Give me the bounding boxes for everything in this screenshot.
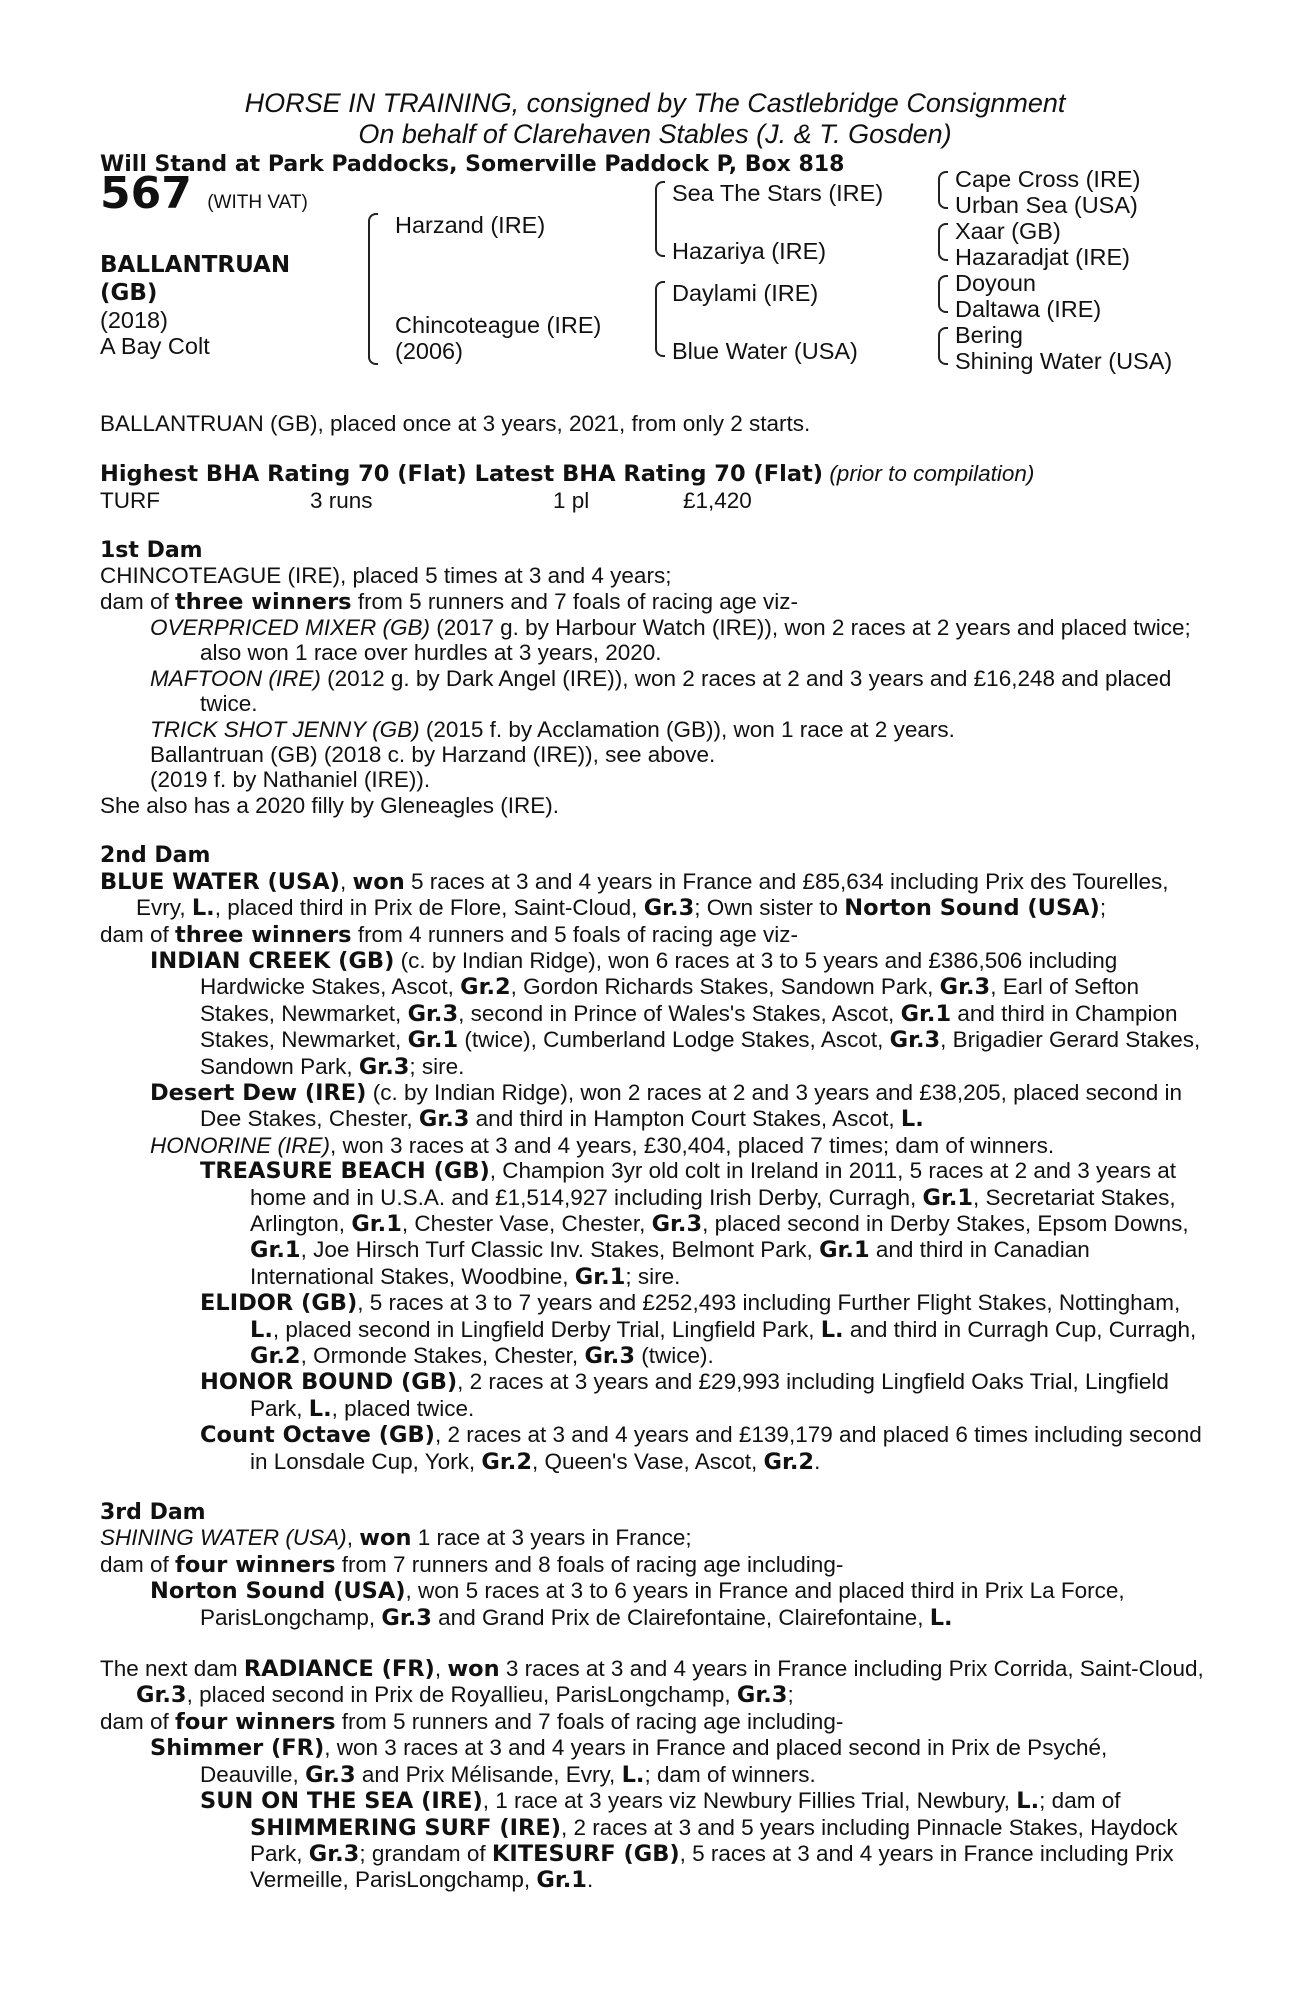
first-dam-record: CHINCOTEAGUE (IRE), placed 5 times at 3 and 4 years; [100, 563, 672, 589]
consignor-line: HORSE IN TRAINING, consigned by The Castlebridge Consignment [244, 88, 1066, 118]
produce-entry: TRICK SHOT JENNY (GB) (2015 f. by Acclamation (GB)), won 1 race at 2 years. [150, 716, 955, 742]
dam-sire: Daylami (IRE) [672, 280, 819, 306]
gen3-2: Urban Sea (USA) [955, 192, 1138, 218]
horse-name: BALLANTRUAN [100, 252, 291, 278]
dam-year: (2006) [395, 338, 463, 364]
produce-entry: Norton Sound (USA), won 5 races at 3 to 6 years in France and placed third in Prix La Force, ParisLongchamp, Gr.3 and Grand Prix de Clairefontaine, Clairefontaine, L. [150, 1578, 1125, 1631]
catalogue-page [100, 88, 1210, 1894]
brace-gen1 [368, 213, 378, 365]
horse-country: (GB) [100, 280, 158, 306]
bha-rating: Highest BHA Rating 70 (Flat) Latest BHA Rating 70 (Flat) (prior to compilation) [100, 461, 1035, 488]
produce-entry: HONORINE (IRE), won 3 races at 3 and 4 years, £30,404, placed 7 times; dam of winners. [150, 1132, 1055, 1158]
next-dam-produce: dam of four winners from 5 runners and 7 foals of racing age including- [100, 1708, 844, 1735]
second-dam-record: BLUE WATER (USA), won 5 races at 3 and 4 years in France and £85,634 including Prix des Tourelles, Evry, L., placed third in Prix de Flore, Saint-Cloud, Gr.3; Own sister to Norton Sound (USA); [100, 868, 1169, 922]
produce-entry: Ballantruan (GB) (2018 c. by Harzand (IRE)), see above. [150, 742, 716, 768]
grandproduce-entry: ELIDOR (GB), 5 races at 3 to 7 years and £252,493 including Further Flight Stakes, Nottingham, L., placed second in Lingfield Derby Trial, Lingfield Park, L. and third in Curragh Cup, Curragh, Gr.2, Ormonde Stakes, Chester, Gr.3 (twice). [200, 1290, 1197, 1369]
produce-entry: (2019 f. by Nathaniel (IRE)). [150, 767, 431, 793]
gen3-7: Bering [955, 322, 1023, 348]
grandproduce-entry: SUN ON THE SEA (IRE), 1 race at 3 years viz Newbury Fillies Trial, Newbury, L.; dam of SHIMMERING SURF (IRE), 2 races at 3 and 5 years including Pinnacle Stakes, Haydock Park, Gr.3; grandam of KITESURF (GB), 5 races at 3 and 4 years in France including Prix Vermeille, ParisLongchamp, Gr.1. [200, 1788, 1178, 1894]
brace-ss [938, 171, 948, 209]
sire: Harzand (IRE) [395, 212, 546, 238]
dam-dam: Blue Water (USA) [672, 338, 858, 364]
stand-location: Will Stand at Park Paddocks, Somerville Paddock P, Box 818 [100, 152, 845, 177]
produce-entry: Shimmer (FR), won 3 races at 3 and 4 years in France and placed second in Prix de Psyché, Deauville, Gr.3 and Prix Mélisande, Evry, L.; dam of winners. [150, 1735, 1108, 1788]
gen3-6: Daltawa (IRE) [955, 296, 1102, 322]
first-dam-heading: 1st Dam [100, 537, 203, 563]
produce-entry: INDIAN CREEK (GB) (c. by Indian Ridge), won 6 races at 3 to 5 years and £386,506 including Hardwicke Stakes, Ascot, Gr.2, Gordon Richards Stakes, Sandown Park, Gr.3, Earl of Sefton Stakes, Newmarket, Gr.3, second in Prince of Wales's Stakes, Ascot, Gr.1 and third in Champion Stakes, Newmarket, Gr.1 (twice), Cumberland Lodge Stakes, Ascot, Gr.3, Brigadier Gerard Stakes, Sandown Park, Gr.3; sire. [150, 947, 1201, 1080]
grandproduce-entry: HONOR BOUND (GB), 2 races at 3 years and £29,993 including Lingfield Oaks Trial, Lingfield Park, L., placed twice. [200, 1369, 1169, 1422]
brace-sire [655, 181, 665, 257]
lot-number: 567 (WITH VAT) [100, 168, 308, 219]
produce-entry: OVERPRICED MIXER (GB) (2017 g. by Harbour Watch (IRE)), won 2 races at 2 years and placed twice; also won 1 race over hurdles at 3 years, 2020. [150, 615, 1191, 666]
third-dam-record: SHINING WATER (USA), won 1 race at 3 years in France; [100, 1525, 692, 1552]
third-dam-produce: dam of four winners from 7 runners and 8 foals of racing age including- [100, 1551, 844, 1578]
horse-description: A Bay Colt [100, 333, 210, 359]
brace-sd [938, 223, 948, 261]
race-record: TURF 3 runs 1 pl £1,420 [100, 487, 752, 513]
gen3-3: Xaar (GB) [955, 218, 1061, 244]
brace-dam [655, 281, 665, 357]
horse-year: (2018) [100, 307, 168, 333]
first-dam-produce: dam of three winners from 5 runners and 7 foals of racing age viz- [100, 588, 799, 615]
third-dam-heading: 3rd Dam [100, 1500, 206, 1526]
brace-dd [938, 327, 948, 365]
racing-summary: BALLANTRUAN (GB), placed once at 3 years, 2021, from only 2 starts. [100, 411, 811, 436]
grandproduce-entry: TREASURE BEACH (GB), Champion 3yr old colt in Ireland in 2011, 5 races at 2 and 3 years at home and in U.S.A. and £1,514,927 including Irish Derby, Curragh, Gr.1, Secretariat Stakes, Arlington, Gr.1, Chester Vase, Chester, Gr.3, placed second in Derby Stakes, Epsom Downs, Gr.1, Joe Hirsch Turf Classic Inv. Stakes, Belmont Park, Gr.1 and third in Canadian International Stakes, Woodbine, Gr.1; sire. [200, 1158, 1189, 1290]
second-dam-produce: dam of three winners from 4 runners and 5 foals of racing age viz- [100, 921, 799, 948]
next-dam-record: The next dam RADIANCE (FR), won 3 races at 3 and 4 years in France including Prix Corrida, Saint-Cloud, Gr.3, placed second in Prix de Royallieu, ParisLongchamp, Gr.3; [100, 1656, 1204, 1709]
gen3-8: Shining Water (USA) [955, 348, 1173, 374]
vat-note: (WITH VAT) [207, 192, 308, 213]
produce-entry: MAFTOON (IRE) (2012 g. by Dark Angel (IRE)), won 2 races at 2 and 3 years and £16,248 and placed twice. [150, 665, 1172, 717]
gen3-4: Hazaradjat (IRE) [955, 244, 1130, 270]
gen3-5: Doyoun [955, 270, 1036, 296]
first-dam-note: She also has a 2020 filly by Gleneagles (IRE). [100, 792, 559, 818]
sire-dam: Hazariya (IRE) [672, 238, 827, 264]
behalf-line: On behalf of Clarehaven Stables (J. & T. Gosden) [358, 119, 952, 149]
second-dam-heading: 2nd Dam [100, 843, 211, 869]
brace-ds [938, 275, 948, 313]
gen3-1: Cape Cross (IRE) [955, 166, 1141, 192]
grandproduce-entry: Count Octave (GB), 2 races at 3 and 4 years and £139,179 and placed 6 times including second in Lonsdale Cup, York, Gr.2, Queen's Vase, Ascot, Gr.2. [200, 1422, 1202, 1475]
pedigree-table [100, 166, 1210, 411]
dam: Chincoteague (IRE) [395, 312, 602, 338]
sire-sire: Sea The Stars (IRE) [672, 180, 884, 206]
produce-entry: Desert Dew (IRE) (c. by Indian Ridge), won 2 races at 2 and 3 years and £38,205, placed second in Dee Stakes, Chester, Gr.3 and third in Hampton Court Stakes, Ascot, L. [150, 1079, 1182, 1133]
